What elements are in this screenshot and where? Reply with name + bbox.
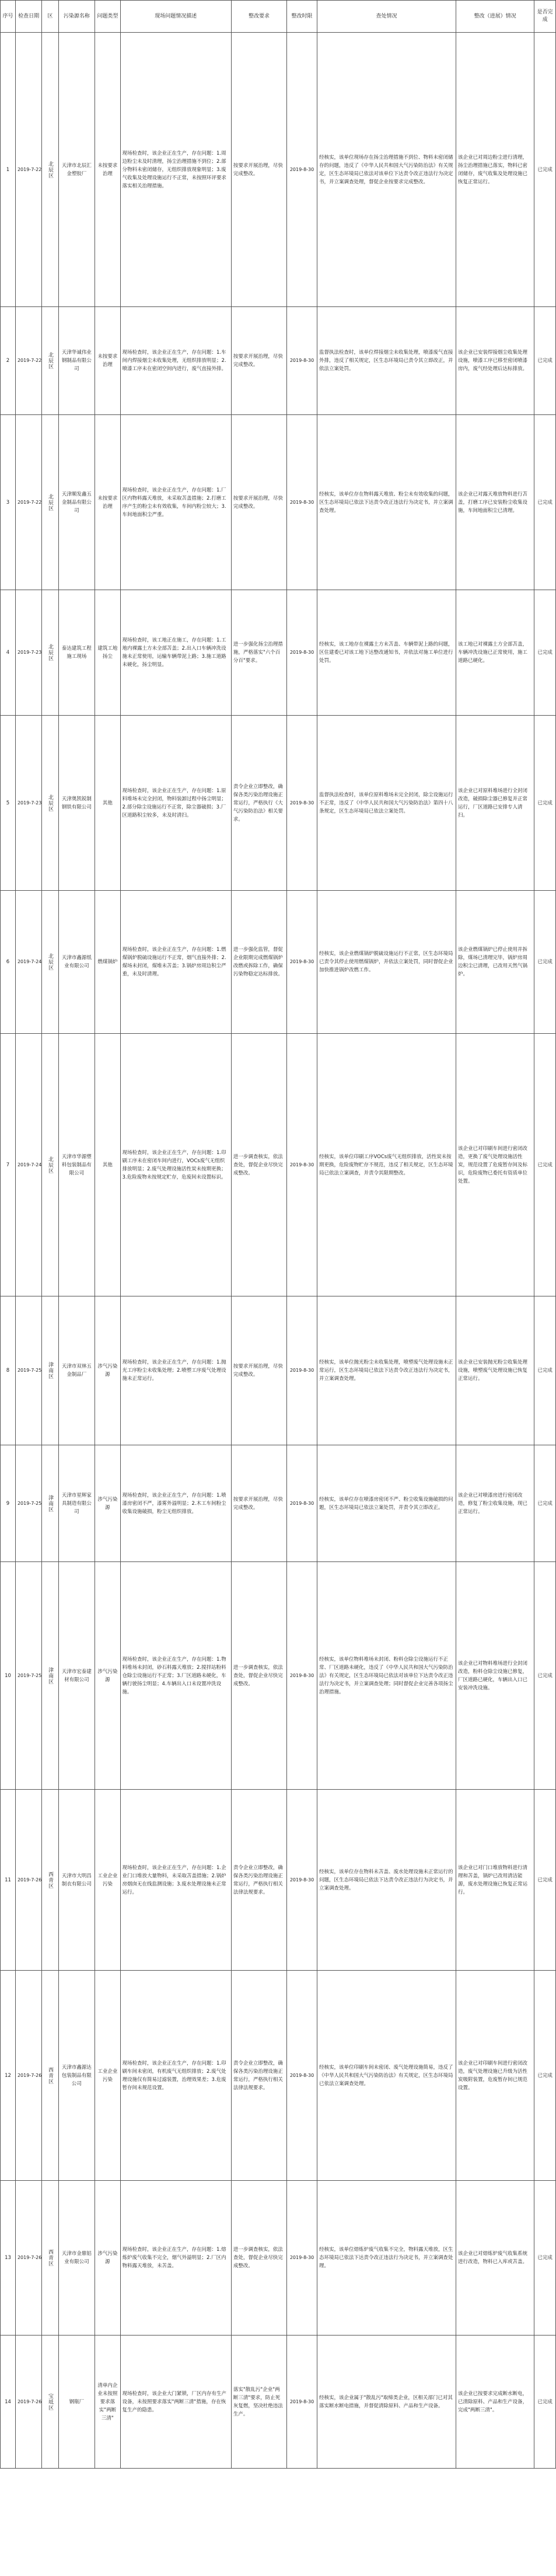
cell-requirement: 责令企业立即整改，确保各类污染治理设施正常运行，严格执行相关法律法规要求。 [231,1971,286,2181]
cell-requirement: 进一步调查核实，依法查处，督促企业尽快完成整改。 [231,1562,286,1790]
cell-progress: 该企业已对原料堆场进行全封闭改造，破损除尘器已修复并正常运行，厂区道路已安排专人清扫。 [456,716,534,891]
cell-progress: 该企业已按要求完成断水断电，已清除原料、产品和生产设备，完成"两断三清"。 [456,2336,534,2469]
cell-deadline: 2019-8-30 [287,1790,317,1971]
cell-requirement: 进一步强化扬尘治理措施，严格落实"六个百分百"要求。 [231,590,286,716]
cell-no: 9 [1,1445,16,1562]
cell-progress: 该企业已安装抛光粉尘收集处理设施，喷塑废气处理设施已恢复正常运行。 [456,1296,534,1445]
cell-source: 天津顺发鑫五金制品有限公司 [58,415,95,590]
cell-date: 2019-7-22 [15,415,41,590]
table-row [1,307,556,415]
cell-no: 2 [1,307,16,415]
cell-no: 7 [1,1034,16,1296]
cell-requirement: 责令企业立即整改，确保各类污染治理设施正常运行，严格执行《大气污染防治法》相关要求。 [231,716,286,891]
table-row [1,1296,556,1445]
table-row [1,1790,556,1971]
cell-source: 天津市大明昌制衣有限公司 [58,1790,95,1971]
cell-completed: 已完成 [534,716,556,891]
cell-source: 天津市鑫源纸业有限公司 [58,891,95,1034]
cell-deadline: 2019-8-30 [287,590,317,716]
header-handling: 查处情况 [317,1,456,33]
cell-type: 其他 [95,716,120,891]
header-requirement: 整改要求 [231,1,286,33]
cell-no: 4 [1,590,16,716]
cell-handling: 监督执法检查时，该单位焊接烟尘未收集处理，喷漆废气直接外排，违反了相关规定，区生态环境局已责令其立即改正，并依法立案处罚。 [317,307,456,415]
cell-handling: 经核实，该企业燃煤锅炉脱硫设施运行不正常，区生态环境局已责令其停止使用燃煤锅炉，并依法立案处罚，同时督促企业加快推进锅炉改燃工作。 [317,891,456,1034]
cell-handling: 经核实，该单位存在喷漆房密闭不严、粉尘收集设施破损的问题，区生态环境局已依法立案处罚，并责令其立即改正。 [317,1445,456,1562]
header-date: 检查日期 [15,1,41,33]
cell-completed: 已完成 [534,33,556,307]
header-no: 序号 [1,1,16,33]
cell-progress: 该企业已对门口堆放物料进行清理和苫盖，锅炉已改用清洁能源，废水处理设施已恢复正常运行。 [456,1790,534,1971]
cell-source: 天津市金鼎铝业有限公司 [58,2181,95,2336]
cell-type: 其他 [95,1034,120,1296]
header-completed: 是否完成 [534,1,556,33]
cell-completed: 已完成 [534,307,556,415]
cell-desc: 现场检查时，该企业正在生产，存在问题：1.原料堆场未完全封闭，物料装卸过程中扬尘明显；2.部分除尘设施运行不正常，除尘器破损；3.厂区道路积尘较多，未及时清扫。 [120,716,231,891]
cell-deadline: 2019-8-30 [287,307,317,415]
table-row [1,1971,556,2181]
cell-type: 清单内企业未按照要求落实"两断三清" [95,2336,120,2469]
cell-deadline: 2019-8-30 [287,1971,317,2181]
cell-district: 北辰区 [42,891,58,1034]
cell-source: 天津市华源塑料包装制品有限公司 [58,1034,95,1296]
cell-requirement: 按要求开展治理，尽快完成整改。 [231,307,286,415]
cell-deadline: 2019-8-30 [287,1562,317,1790]
cell-completed: 已完成 [534,1790,556,1971]
cell-progress: 该企业燃煤锅炉已停止使用并拆除，煤场已清理完毕，锅炉房周边积尘已清理，已改用天然气锅炉。 [456,891,534,1034]
cell-handling: 经核实，该单位存在物料露天堆放、粉尘未有效收集的问题，区生态环境局已依法下达责令改正违法行为决定书，并立案调查处理。 [317,415,456,590]
cell-date: 2019-7-22 [15,33,41,307]
cell-completed: 已完成 [534,2181,556,2336]
cell-type: 燃煤锅炉 [95,891,120,1034]
cell-completed: 已完成 [534,1445,556,1562]
cell-desc: 现场检查时，该工地正在施工，存在问题：1.工地内裸露土方未全部苫盖；2.出入口车辆冲洗设施未正常使用，运输车辆带泥上路；3.施工道路未硬化，扬尘明显。 [120,590,231,716]
table-row [1,1034,556,1296]
cell-district: 北辰区 [42,590,58,716]
cell-handling: 经核实，该单位物料堆场未封闭、粉料仓除尘设施运行不正常、厂区道路未硬化，违反了《中华人民共和国大气污染防治法》有关规定，区生态环境局已依法对该单位下达责令改正违法行为决定书，并立案调查处理；同时督促企业完善各项扬尘治理措施。 [317,1562,456,1790]
cell-completed: 已完成 [534,1296,556,1445]
cell-progress: 该企业已对喷漆房进行密闭改造，修复了粉尘收集设施，现已正常运行。 [456,1445,534,1562]
cell-completed: 已完成 [534,590,556,716]
cell-handling: 监督执法检查时，该单位原料堆场未完全封闭，除尘设施运行不正常，违反了《中华人民共和国大气污染防治法》第四十八条规定，区生态环境局已依法立案处罚。 [317,716,456,891]
cell-district: 宝坻区 [42,2336,58,2469]
cell-no: 5 [1,716,16,891]
cell-no: 12 [1,1971,16,2181]
cell-district: 西青区 [42,1790,58,1971]
cell-date: 2019-7-26 [15,1790,41,1971]
cell-district: 津南区 [42,1445,58,1562]
cell-source: 天津市双林五金制品厂 [58,1296,95,1445]
cell-desc: 现场检查时，该企业正在生产，存在问题：1.企业门口堆放大量物料，未采取苫盖措施；2.锅炉房烟囱无在线监测设施；3.废水处理设施未正常运行。 [120,1790,231,1971]
cell-date: 2019-7-22 [15,307,41,415]
cell-desc: 现场检查时，该企业正在生产，存在问题：1.物料堆场未封闭，砂石料露天堆放；2.搅拌站粉料仓除尘设施运行不正常；3.厂区道路未硬化，车辆行驶扬尘明显；4.车辆出入口未设置冲洗设施。 [120,1562,231,1790]
cell-deadline: 2019-8-30 [287,415,317,590]
table-row [1,1562,556,1790]
cell-desc: 现场检查时，该企业正在生产，存在问题：1.车间内焊接烟尘未收集处理，无组织排放明显；2.喷漆工序未在密闭空间内进行，废气直接外排。 [120,307,231,415]
cell-type: 未按要求治理 [95,33,120,307]
cell-date: 2019-7-23 [15,590,41,716]
cell-progress: 该企业已安装焊接烟尘收集处理设施，喷漆工序已移至密闭喷漆房内，废气经处理后达标排放。 [456,307,534,415]
cell-type: 涉气污染源 [95,1562,120,1790]
cell-progress: 该企业已对熔炼炉废气收集系统进行改造，物料已入库或苫盖。 [456,2181,534,2336]
cell-no: 6 [1,891,16,1034]
cell-type: 未按要求治理 [95,307,120,415]
cell-no: 3 [1,415,16,590]
cell-handling: 经核实，该单位印刷车间未密闭、废气处理设施简易，违反了《中华人民共和国大气污染防治法》有关规定，区生态环境局已依法立案调查处理。 [317,1971,456,2181]
cell-date: 2019-7-26 [15,2336,41,2469]
cell-deadline: 2019-8-30 [287,2336,317,2469]
cell-desc: 现场检查时，该企业大门紧锁，厂区内存有生产设备，未按照要求落实"两断三清"措施，存在恢复生产的隐患。 [120,2336,231,2469]
cell-type: 涉气污染源 [95,2181,120,2336]
table-row [1,2181,556,2336]
cell-source: 天津市星辉家具制造有限公司 [58,1445,95,1562]
table-row [1,33,556,307]
cell-handling: 经核实，该单位现场存在扬尘治理措施不到位、物料未密闭储存的问题，违反了《中华人民共和国大气污染防治法》有关规定，区生态环境局已依法对该单位下达责令改正违法行为决定书，并立案调查处理，督促企业按要求完成整改。 [317,33,456,307]
cell-district: 津南区 [42,1562,58,1790]
cell-district: 北辰区 [42,716,58,891]
cell-desc: 现场检查时，该企业正在生产，存在问题：1.印刷车间未密闭，有机废气无组织排放；2.废气处理设施仅有简易过滤装置，治理效果差；3.危废暂存间未规范设置。 [120,1971,231,2181]
cell-desc: 现场检查时，该企业正在生产，存在问题：1.燃煤锅炉脱硫设施运行不正常，烟气直接外排；2.煤场未封闭，煤堆未苫盖；3.锅炉房周边积尘严重，未及时清理。 [120,891,231,1034]
cell-deadline: 2019-8-30 [287,716,317,891]
cell-progress: 该企业已对印刷车间进行密闭改造，废气处理设施已升级为活性炭吸附装置，危废暂存间已规范设置。 [456,1971,534,2181]
cell-deadline: 2019-8-30 [287,33,317,307]
cell-date: 2019-7-26 [15,2181,41,2336]
table-row [1,2336,556,2469]
cell-type: 涉气污染源 [95,1445,120,1562]
cell-date: 2019-7-24 [15,1034,41,1296]
cell-progress: 该企业已对周边粉尘进行清理，扬尘治理措施已落实，物料已密闭储存，废气收集及处理设施已恢复正常运行。 [456,33,534,307]
cell-completed: 已完成 [534,891,556,1034]
table-row [1,415,556,590]
cell-district: 北辰区 [42,307,58,415]
cell-requirement: 按要求开展治理，尽快完成整改。 [231,415,286,590]
cell-type: 工业企业污染 [95,1790,120,1971]
cell-source: 天津华诚伟业钢制品有限公司 [58,307,95,415]
cell-progress: 该企业已对物料堆场进行全封闭改造，粉料仓除尘设施已修复，厂区道路已硬化，车辆出入口已安装冲洗设施。 [456,1562,534,1790]
cell-desc: 现场检查时，该企业正在生产，存在问题：1.周边粉尘未及时清理，扬尘治理措施不到位；2.部分物料未密闭储存，无组织排放现象明显；3.废气收集及处理设施运行不正常，未按照环评要求落实相关治理措施。 [120,33,231,307]
cell-date: 2019-7-25 [15,1296,41,1445]
cell-desc: 现场检查时，该企业正在生产，存在问题：1.熔炼炉废气收集不完全，烟气外溢明显；2.厂区内物料露天堆放，未苫盖。 [120,2181,231,2336]
cell-deadline: 2019-8-30 [287,1296,317,1445]
cell-district: 北辰区 [42,415,58,590]
cell-completed: 已完成 [534,415,556,590]
cell-handling: 经核实，该单位熔炼炉废气收集不完全，物料露天堆放，区生态环境局已依法下达责令改正违法行为决定书，并立案调查处理。 [317,2181,456,2336]
cell-date: 2019-7-25 [15,1445,41,1562]
cell-district: 西青区 [42,2181,58,2336]
table-row [1,891,556,1034]
cell-source: 天津市宏泰建材有限公司 [58,1562,95,1790]
cell-handling: 经核实，该单位存在物料未苫盖、废水处理设施未正常运行的问题，区生态环境局已依法下达责令改正违法行为决定书，并立案调查处理。 [317,1790,456,1971]
cell-date: 2019-7-25 [15,1562,41,1790]
cell-source: 天津奥凯锐制钢铁有限公司 [58,716,95,891]
cell-district: 北辰区 [42,33,58,307]
cell-desc: 现场检查时，该企业正在生产，存在问题：1.喷漆房密闭不严，漆雾外溢明显；2.木工车间粉尘收集设施破损，粉尘无组织排放。 [120,1445,231,1562]
cell-requirement: 进一步强化监管，督促企业限期完成燃煤锅炉改燃或拆除工作，确保污染物稳定达标排放。 [231,891,286,1034]
cell-requirement: 责令企业立即整改，确保各类污染治理设施正常运行，严格执行相关法律法规要求。 [231,1790,286,1971]
cell-progress: 该企业已对印刷车间进行密闭改造，更换了废气处理设施活性炭，规范设置了危废暂存间及标识，危险废物已委托有资质单位处置。 [456,1034,534,1296]
cell-type: 建筑工地扬尘 [95,590,120,716]
cell-date: 2019-7-23 [15,716,41,891]
cell-handling: 经核实，该单位印刷工序VOCs废气无组织排放，活性炭未按期更换，危险废物贮存不规范，违反了相关规定，区生态环境局已依法立案调查，并责令其限期整改。 [317,1034,456,1296]
cell-requirement: 落实"散乱污"企业"两断三清"要求，防止死灰复燃，坚决杜绝违法生产。 [231,2336,286,2469]
cell-type: 工业企业污染 [95,1971,120,2181]
cell-date: 2019-7-24 [15,891,41,1034]
header-source: 污染源名称 [58,1,95,33]
cell-no: 10 [1,1562,16,1790]
header-district: 区 [42,1,58,33]
header-type: 问题类型 [95,1,120,33]
cell-no: 8 [1,1296,16,1445]
cell-district: 津南区 [42,1296,58,1445]
cell-handling: 经核实，该企业属于"散乱污"取缔类企业，区相关部门已对其落实断水断电措施，并督促清除原料、产品和生产设备。 [317,2336,456,2469]
table-row [1,716,556,891]
cell-requirement: 进一步调查核实，依法查处，督促企业尽快完成整改。 [231,1034,286,1296]
cell-desc: 现场检查时，该企业正在生产，存在问题：1.厂区内物料露天堆放，未采取苫盖措施；2.打磨工序产生的粉尘未有效收集，车间内粉尘较大；3.车间地面积尘严重。 [120,415,231,590]
cell-source: 天津市鑫源达包装制品有限公司 [58,1971,95,2181]
header-row [1,1,556,33]
header-deadline: 整改时限 [287,1,317,33]
cell-no: 1 [1,33,16,307]
cell-source: 钢瓶厂 [58,2336,95,2469]
cell-completed: 已完成 [534,1971,556,2181]
cell-requirement: 进一步调查核实，依法查处，督促企业尽快完成整改。 [231,2181,286,2336]
cell-completed: 已完成 [534,1034,556,1296]
cell-source: 天津市北辰汇金塑胶厂 [58,33,95,307]
cell-deadline: 2019-8-30 [287,1034,317,1296]
cell-no: 14 [1,2336,16,2469]
cell-completed: 已完成 [534,2336,556,2469]
cell-district: 北辰区 [42,1034,58,1296]
cell-handling: 经核实，该单位抛光粉尘未收集处理，喷塑废气处理设施未正常运行，区生态环境局已依法下达责令改正违法行为决定书，并立案调查处理。 [317,1296,456,1445]
cell-progress: 该工地已对裸露土方全部苫盖，车辆冲洗设施已正常使用，施工道路已硬化。 [456,590,534,716]
header-progress: 整改（进展）情况 [456,1,534,33]
cell-requirement: 按要求开展治理，尽快完成整改。 [231,1445,286,1562]
cell-no: 11 [1,1790,16,1971]
cell-source: 泰达建筑工程施工现场 [58,590,95,716]
header-desc: 现场问题情况描述 [120,1,231,33]
cell-requirement: 按要求开展治理，尽快完成整改。 [231,33,286,307]
cell-desc: 现场检查时，该企业正在生产，存在问题：1.抛光工序粉尘未收集处理；2.喷塑工序废气处理设施未正常运行。 [120,1296,231,1445]
table-row [1,1445,556,1562]
table-row [1,590,556,716]
cell-deadline: 2019-8-30 [287,1445,317,1562]
cell-desc: 现场检查时，该企业正在生产，存在问题：1.印刷工序未在密闭车间内进行，VOCs废气无组织排放明显；2.废气处理设施活性炭未按期更换；3.危险废物未按规定贮存，危废间未设置标识。 [120,1034,231,1296]
cell-district: 西青区 [42,1971,58,2181]
cell-deadline: 2019-8-30 [287,891,317,1034]
cell-requirement: 按要求开展治理，尽快完成整改。 [231,1296,286,1445]
cell-type: 未按要求治理 [95,415,120,590]
cell-date: 2019-7-26 [15,1971,41,2181]
cell-handling: 经核实，该工地存在裸露土方未苫盖、车辆带泥上路的问题，区住建委已对该工地下达整改通知书，并依法对施工单位进行处罚。 [317,590,456,716]
cell-no: 13 [1,2181,16,2336]
cell-type: 涉气污染源 [95,1296,120,1445]
cell-deadline: 2019-8-30 [287,2181,317,2336]
cell-completed: 已完成 [534,1562,556,1790]
cell-progress: 该企业已对露天堆放物料进行苫盖，打磨工序已安装粉尘收集设施，车间地面积尘已清理。 [456,415,534,590]
